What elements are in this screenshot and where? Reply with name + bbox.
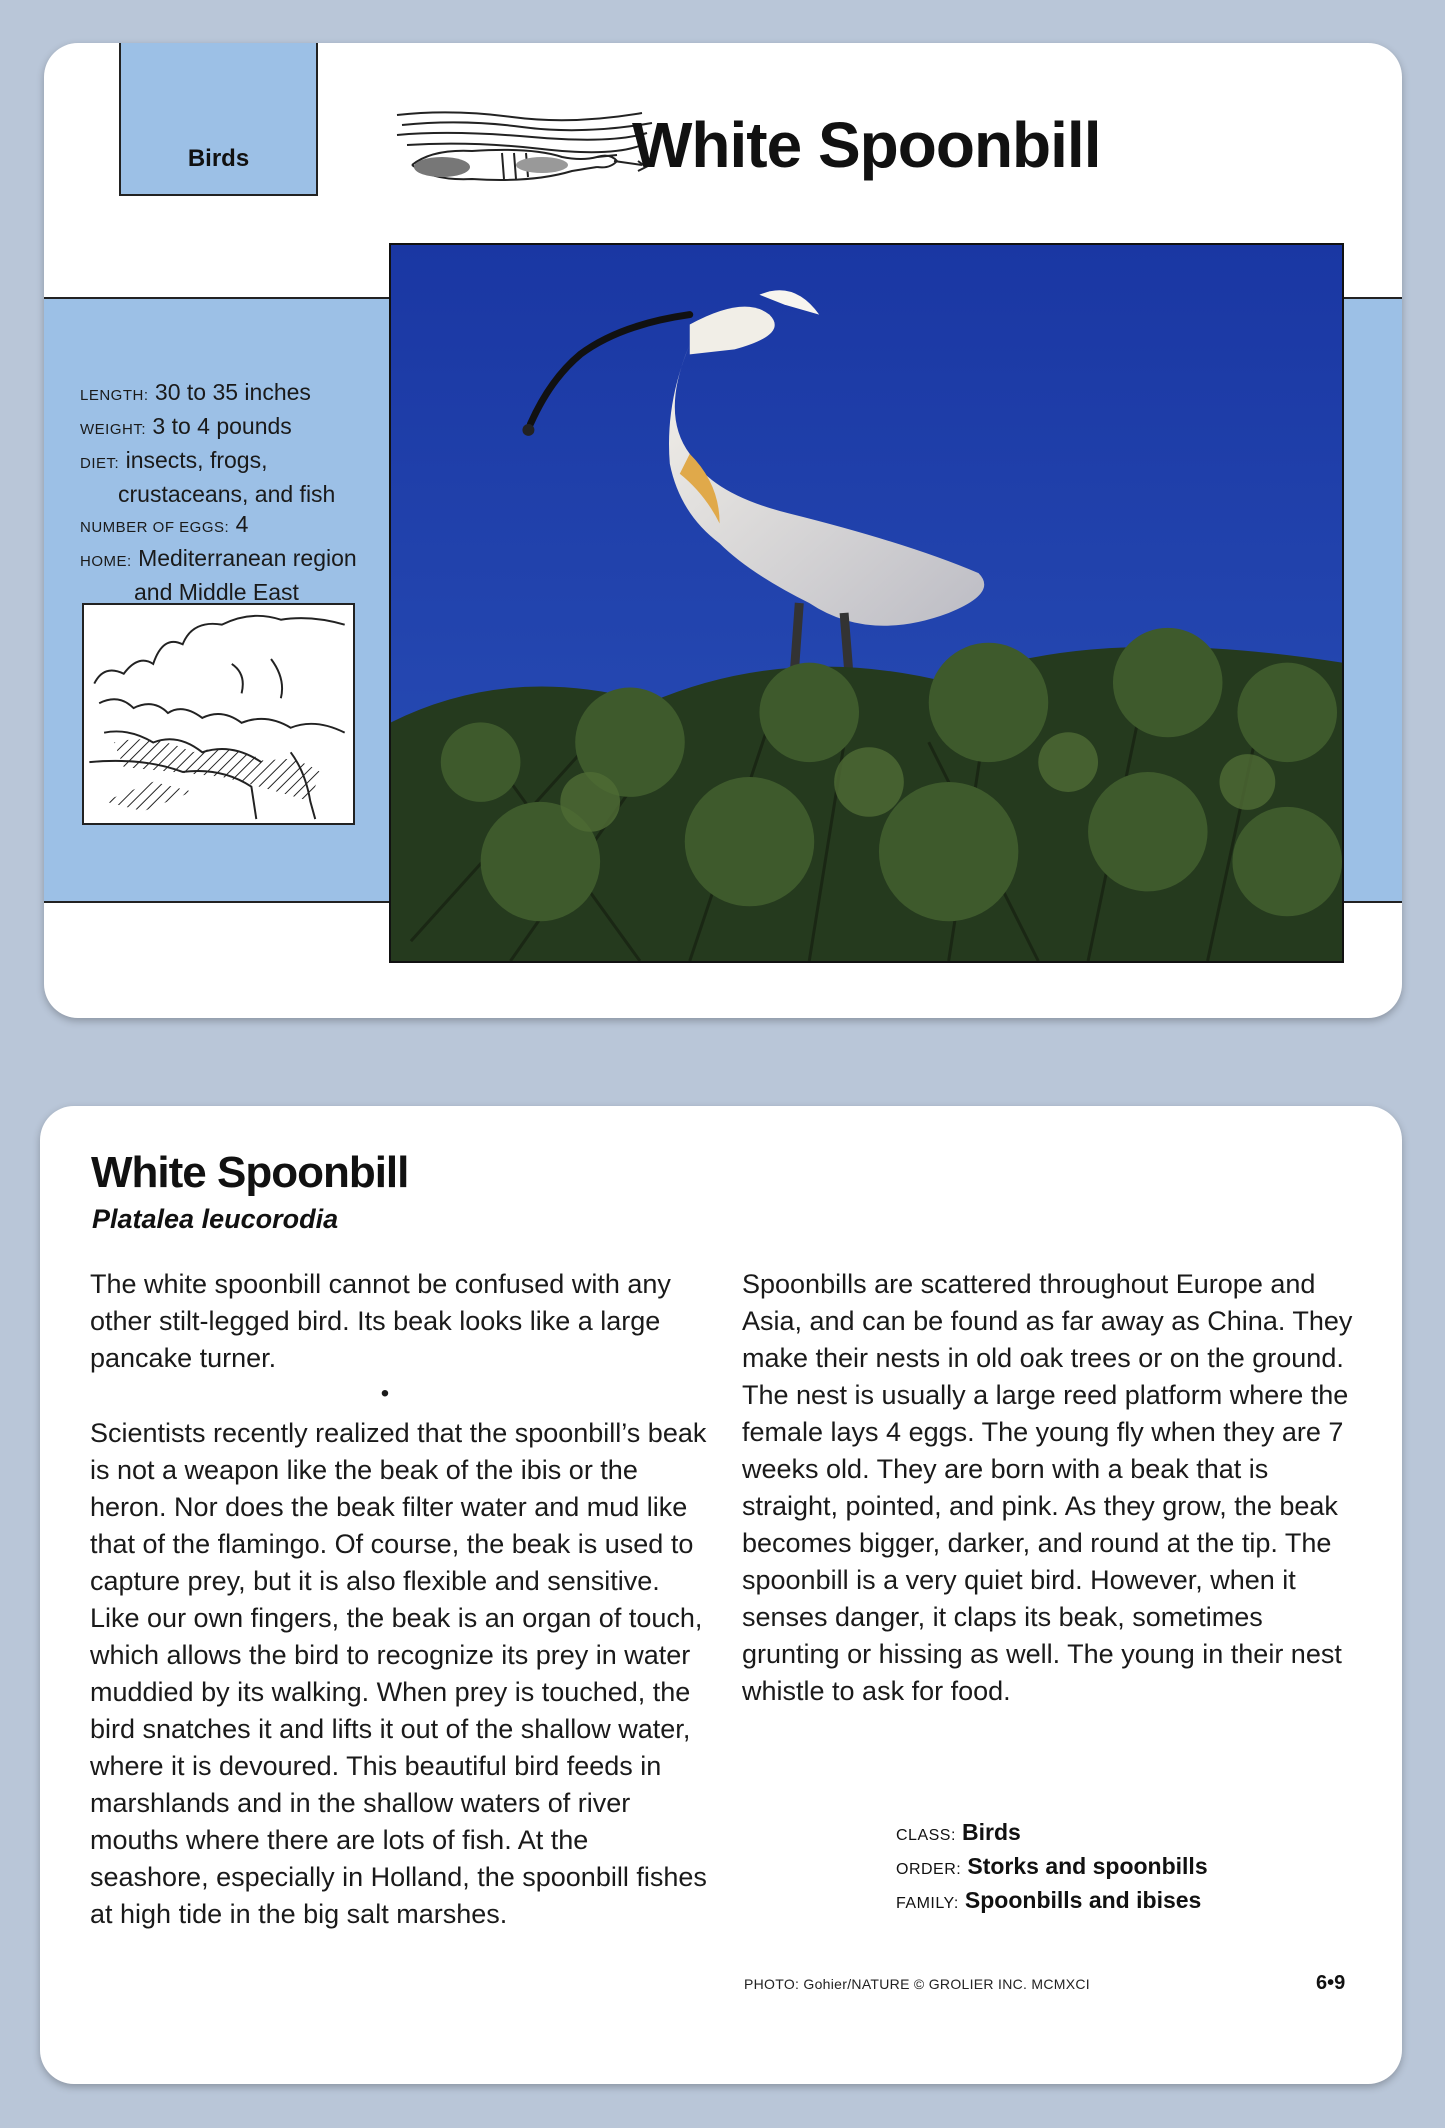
photo-credit: PHOTO: Gohier/NATURE © GROLIER INC. MCMXCI [744, 1976, 1090, 1992]
classification-key: CLASS: [896, 1827, 956, 1844]
classification-key: FAMILY: [896, 1895, 959, 1912]
classification-value: Birds [962, 1819, 1021, 1845]
back-title: White Spoonbill [91, 1148, 409, 1197]
classification-family [896, 1885, 1208, 1919]
fact-key: NUMBER OF EGGS: [80, 519, 230, 536]
fact-value: Mediterranean region [138, 545, 357, 571]
classification-class [896, 1817, 1208, 1851]
fact-diet [80, 445, 380, 509]
fact-value: 3 to 4 pounds [152, 413, 292, 439]
fact-eggs [80, 509, 380, 543]
range-map [82, 603, 355, 825]
back-card [40, 1106, 1402, 2084]
scientific-name: Platalea leucorodia [92, 1204, 339, 1234]
fact-value-cont: crustaceans, and fish [118, 481, 336, 507]
paragraph: Spoonbills are scattered throughout Europe and Asia, and can be found as far away as China. They make their nests in old oak trees or on the ground. The nest is usually a large reed platform where the female lays 4 eggs. The young fly when they are 7 weeks old. They are born with a beak that is straight, pointed, and pink. As they grow, the beak becomes bigger, darker, and round at the tip. The spoonbill is a very quiet bird. However, when it senses danger, it claps its beak, sometimes grunting or hissing as well. The young in their nest whistle to ask for food. [742, 1269, 1353, 1706]
fact-home [80, 543, 380, 607]
fact-value-cont: and Middle East [134, 579, 299, 605]
text-column-left [90, 1266, 710, 1933]
classification-order [896, 1851, 1208, 1885]
fact-length [80, 377, 380, 411]
wading-bird-pictogram [392, 105, 662, 195]
fact-value: 4 [235, 511, 249, 537]
fact-value: insects, frogs, [125, 447, 268, 473]
fact-key: WEIGHT: [80, 421, 146, 438]
fact-key: LENGTH: [80, 387, 149, 404]
classification-key: ORDER: [896, 1861, 962, 1878]
card-number: 6•9 [1316, 1972, 1346, 1994]
fact-weight [80, 411, 380, 445]
fact-key: HOME: [80, 553, 132, 570]
classification-value: Storks and spoonbills [967, 1853, 1208, 1879]
bullet-separator: • [380, 1380, 390, 1407]
spoonbill-photo [389, 243, 1344, 963]
front-title: White Spoonbill [632, 109, 1101, 181]
category-box [119, 43, 318, 196]
paragraph: Scientists recently realized that the spoonbill’s beak is not a weapon like the beak of the ibis or the heron. Nor does the beak filter water and mud like that of the flamingo. Of course, the beak is used to capture prey, but it is also flexible and sensitive. Like our own fingers, the beak is an organ of touch, which allows the bird to recognize its prey in water muddied by its walking. When prey is touched, the bird snatches it and lifts it out of the shallow water, where it is devoured. This beautiful bird feeds in marshlands and in the shallow waters of river mouths where there are lots of fish. At the seashore, especially in Holland, the spoonbill fishes at high tide in the big salt marshes. [90, 1418, 707, 1929]
fact-value: 30 to 35 inches [154, 379, 311, 405]
classification [896, 1817, 1208, 1919]
category-label: Birds [187, 145, 250, 172]
text-column-right [742, 1266, 1362, 1710]
fact-list [80, 377, 380, 607]
classification-value: Spoonbills and ibises [964, 1887, 1202, 1913]
fact-key: DIET: [80, 455, 120, 472]
paragraph: The white spoonbill cannot be confused with any other stilt-legged bird. Its beak looks like a large pancake turner. [90, 1269, 671, 1373]
front-card [44, 43, 1402, 1018]
